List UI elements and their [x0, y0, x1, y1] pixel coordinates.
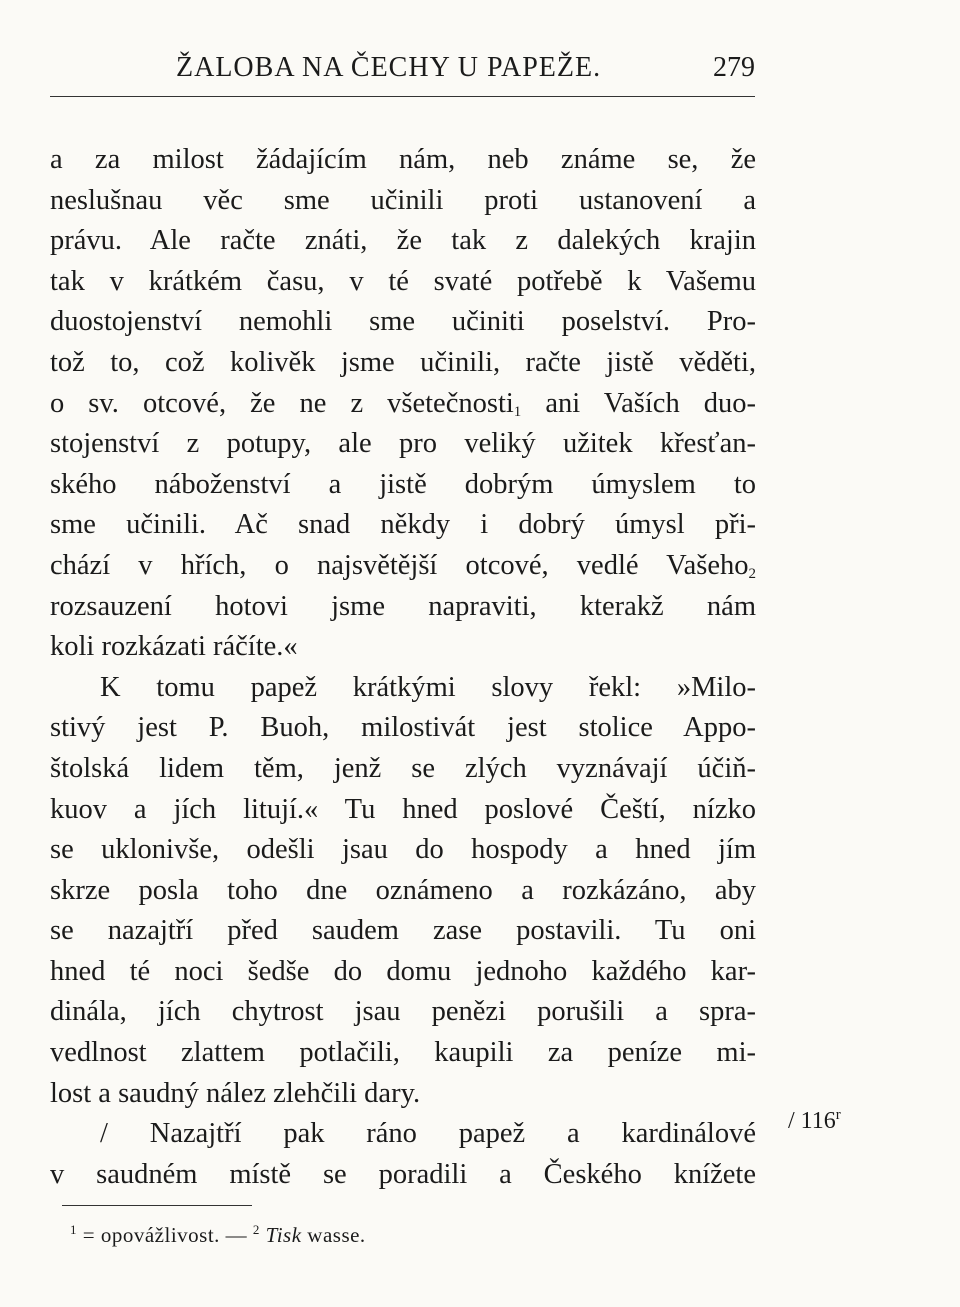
footnote-reference-2: 2 [748, 565, 756, 582]
text-line: dinála, jích chytrost jsau penězi porušili a spra- [50, 996, 756, 1028]
text-line: sme učinili. Ač snad někdy i dobrý úmysl při- [50, 509, 756, 541]
page-number: 279 [713, 52, 755, 83]
margin-folio-note [788, 1107, 841, 1135]
text-line: právu. Ale račte znáti, že tak z dalekých krajin [50, 225, 756, 257]
footnote-rule [62, 1205, 252, 1206]
text-line: lost a saudný nález zlehčili dary. [50, 1077, 421, 1109]
text-line: hned té noci šedše do domu jednoho každého kar- [50, 955, 756, 987]
page-header [50, 52, 755, 92]
text-line: v saudném místě se poradili a Českého knížete [50, 1158, 756, 1190]
text-line: duostojenství nemohli sme učiniti poselství. Pro- [50, 306, 756, 338]
text-line: stivý jest P. Buoh, milostivát jest stolice Appo- [50, 712, 756, 744]
footnote-reference-1: 1 [513, 403, 522, 420]
footnote-mark-1: 1 [70, 1222, 77, 1237]
text-line: koli rozkázati ráčíte.« [50, 631, 298, 663]
running-title: ŽALOBA NA ČECHY U PAPEŽE. [176, 52, 602, 83]
body-text [50, 140, 756, 1195]
text-line: stojenství z potupy, ale pro veliký užitek křesťan- [50, 428, 756, 460]
margin-note-superscript: r [835, 1107, 841, 1123]
text-line: se uklonivše, odešli jsau do hospody a hned jím [50, 834, 756, 866]
text-fragment: chází v hřích, o najsvětější otcové, vedlé Vašeho [50, 549, 749, 581]
footnote-text-2-italic: Tisk [259, 1223, 302, 1247]
text-line: ského náboženství a jistě dobrým úmyslem to [50, 468, 756, 500]
text-line: skrze posla toho dne oznámeno a rozkázáno, aby [50, 874, 756, 906]
text-line: vedlnost zlattem potlačili, kaupili za peníze mi- [50, 1037, 756, 1069]
text-line: neslušnau věc sme učinili proti ustanovení a [50, 184, 756, 216]
text-line [50, 546, 756, 587]
text-line: kuov a jích litují.« Tu hned poslové Čeští, nízko [50, 793, 756, 825]
header-rule [50, 96, 755, 97]
footnote-mark-2: 2 [252, 1222, 260, 1237]
text-line: štolská lidem těm, jenž se zlých vyznávají účiň- [50, 752, 756, 784]
margin-note-text: / 116 [788, 1108, 836, 1134]
text-line: rozsauzení hotovi jsme napraviti, kterakž nám [50, 590, 756, 622]
text-line: a za milost žádajícím nám, neb známe se, že [50, 144, 756, 175]
text-line: tož to, což kolivěk jsme učinili, račte jistě věděti, [50, 346, 756, 378]
text-line: se nazajtří před saudem zase postavili. Tu oni [50, 915, 756, 947]
text-line [50, 384, 756, 425]
text-fragment: ani Vaších duo- [521, 387, 756, 419]
text-line: K tomu papež krátkými slovy řekl: »Milo- [100, 671, 756, 703]
text-fragment: o sv. otcové, že ne z všetečnosti [50, 387, 514, 419]
footnotes [70, 1222, 366, 1248]
text-line: tak v krátkém času, v té svaté potřebě k Vašemu [50, 265, 756, 297]
text-line: / Nazajtří pak ráno papež a kardinálové [100, 1118, 756, 1150]
footnote-text-1: = opovážlivost. — [77, 1223, 253, 1247]
footnote-text-2: wasse. [301, 1223, 366, 1247]
